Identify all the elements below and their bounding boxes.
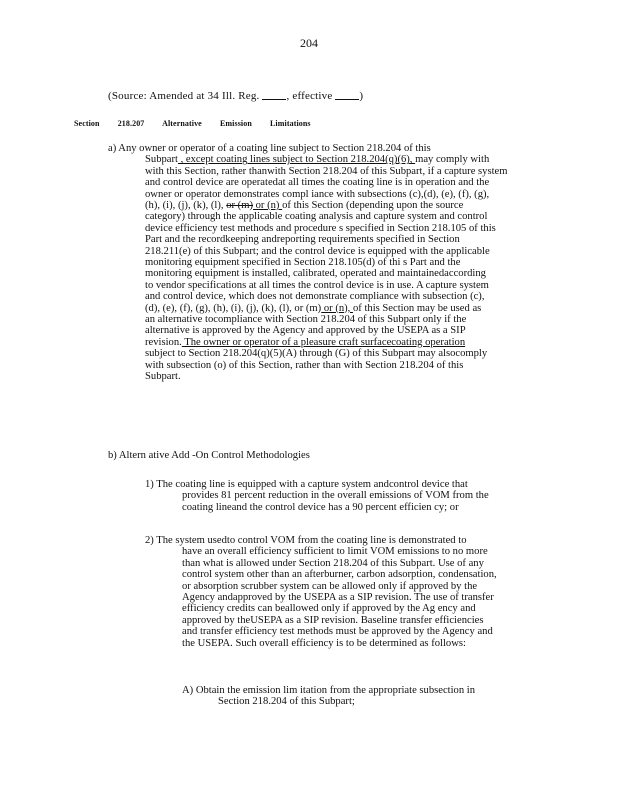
item-1-line: 1) The coating line is equipped with a capture system andcontrol device that bbox=[145, 479, 468, 490]
item-1-first bbox=[145, 479, 535, 490]
inserted-text: or (n) bbox=[252, 200, 283, 212]
para-a-line: to vendor specifications at all times the control device is in use. A capture system bbox=[145, 279, 489, 291]
section-title-3: Limitations bbox=[269, 119, 311, 128]
para-a-line: revision. The owner or operator of a pleasure craft surfacecoating operation bbox=[145, 336, 466, 348]
section-number: 218.207 bbox=[117, 119, 145, 128]
para-a-line: Part and the recordkeeping andreporting requirements specified in Section bbox=[145, 234, 460, 246]
source-text-after: ) bbox=[359, 90, 364, 102]
para-a-line: monitoring equipment is installed, calibrated, operated and maintainedaccording bbox=[145, 268, 486, 280]
item-2-line: 2) The system usedto control VOM from the coating line is demonstrated to bbox=[145, 535, 467, 546]
section-title-2: Emission bbox=[219, 119, 252, 128]
page-number: 204 bbox=[300, 36, 318, 50]
paragraph-b-heading bbox=[108, 450, 538, 461]
source-note: (Source: Amended at 34 Ill. Reg. , effective ) bbox=[108, 90, 364, 102]
item-2-line: have an overall efficiency sufficient to limit VOM emissions to no more bbox=[182, 546, 488, 558]
para-a-line: and control device, which does not demonstrate compliance with subsection (c), bbox=[145, 291, 485, 303]
para-a-line: category) through the applicable coating analysis and capture system and control bbox=[145, 211, 488, 223]
para-a-line: monitoring equipment specified in Section 218.105(d) of thi s Part and the bbox=[145, 257, 461, 269]
item-2-line: than what is allowed under Section 218.204 of this Subpart. Use of any bbox=[182, 557, 484, 569]
paragraph-a bbox=[108, 143, 543, 154]
para-a-line: (h), (i), (j), (k), (l), or (m) or (n) of this Section (depending upon the source bbox=[145, 200, 464, 212]
deleted-text: or (m) bbox=[226, 200, 253, 212]
para-a-line: with subsection (o) of this Section, rather than with Section 218.204 of this bbox=[145, 359, 464, 371]
para-b-heading: b) Altern ative Add -On Control Methodologies bbox=[108, 450, 310, 461]
source-blank-2 bbox=[335, 89, 359, 100]
para-a-line: subject to Section 218.204(q)(5)(A) through (G) of this Subpart may alsocomply bbox=[145, 348, 488, 360]
item-A-line: Section 218.204 of this Subpart; bbox=[218, 696, 355, 708]
item-2-line: approved by theUSEPA as a SIP revision. Baseline transfer efficiencies bbox=[182, 614, 484, 626]
item-2-line: efficiency credits can beallowed only if approved by the Ag ency and bbox=[182, 603, 476, 615]
item-A-line: A) Obtain the emission lim itation from the appropriate subsection in bbox=[182, 685, 476, 696]
section-title-1: Alternative bbox=[162, 119, 202, 128]
source-text-mid: effective bbox=[292, 90, 333, 102]
source-blank-1 bbox=[262, 89, 286, 100]
source-text-before: (Source: Amended at 34 Ill. Reg. bbox=[108, 90, 260, 102]
section-heading bbox=[74, 119, 327, 128]
para-a-line: owner or operator demonstrates compl iance with subsections (c),(d), (e), (f), (g), bbox=[145, 188, 490, 200]
para-a-line: (d), (e), (f), (g), (h), (i), (j), (k), (l), or (m) or (n), of this Section may be used as bbox=[145, 302, 482, 314]
item-1-body bbox=[182, 490, 537, 513]
item-2-line: or absorption scrubber system can be allowed only if approved by the bbox=[182, 580, 478, 592]
para-a-line: with this Section, rather thanwith Section 218.204 of this Subpart, if a capture system bbox=[145, 165, 508, 177]
item-A-first bbox=[182, 685, 532, 696]
item-1-line: coating lineand the control device has a 90 percent efficien cy; or bbox=[182, 501, 459, 513]
para-a-line: Subpart. bbox=[145, 371, 181, 383]
para-a-line: device efficiency test methods and procedure s specified in Section 218.105 of this bbox=[145, 222, 496, 234]
item-2-first bbox=[145, 535, 535, 546]
inserted-text: The owner or operator of a pleasure craft surfacecoating operation bbox=[181, 336, 466, 348]
inserted-text: or (n), bbox=[321, 302, 353, 314]
item-2-line: Agency andapproved by the USEPA as a SIP revision. The use of transfer bbox=[182, 592, 494, 604]
item-1-line: provides 81 percent reduction in the overall emissions of VOM from the bbox=[182, 490, 489, 502]
item-2-line: control system other than an afterburner, carbon adsorption, condensation, bbox=[182, 569, 497, 581]
inserted-text: , except coating lines subject to Section 218.204(q)(6), bbox=[177, 154, 416, 166]
item-A-body bbox=[218, 696, 528, 707]
paragraph-a-body bbox=[145, 154, 545, 382]
item-2-body bbox=[182, 546, 537, 649]
para-a-line: an alternative tocompliance with Section 218.204 of this Subpart only if the bbox=[145, 314, 467, 326]
item-2-line: and transfer efficiency test methods must be approved by the Agency and bbox=[182, 626, 493, 638]
para-a-line: Subpart , except coating lines subject to Section 218.204(q)(6), may comply with bbox=[145, 154, 490, 166]
para-a-line: and control device are operatedat all times the coating line is in operation and the bbox=[145, 177, 490, 189]
para-a-line: a) Any owner or operator of a coating line subject to Section 218.204 of this bbox=[108, 143, 431, 154]
para-a-line: alternative is approved by the Agency and approved by the USEPA as a SIP bbox=[145, 325, 466, 337]
item-2-line: the USEPA. Such overall efficiency is to be determined as follows: bbox=[182, 637, 466, 649]
section-label: Section bbox=[74, 119, 100, 128]
para-a-line: 218.211(e) of this Subpart; and the control device is equipped with the applicable bbox=[145, 245, 490, 257]
